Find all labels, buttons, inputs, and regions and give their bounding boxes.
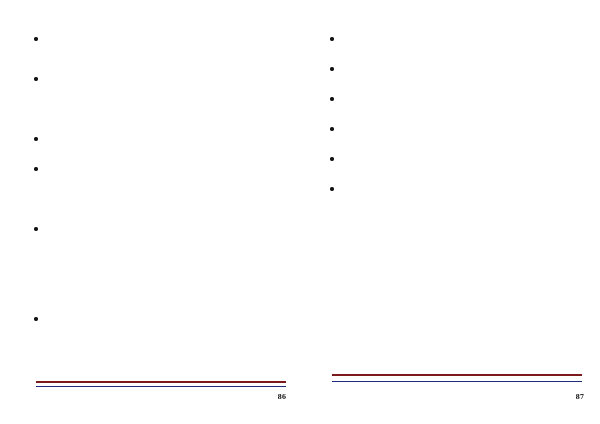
bullet-item [6, 314, 298, 354]
item-line [44, 144, 298, 154]
item-line [340, 104, 594, 114]
item-line [44, 114, 298, 124]
item-line [340, 44, 594, 54]
item-title [340, 64, 594, 74]
item-title [44, 164, 298, 174]
item-line [44, 174, 298, 184]
bullet-item [302, 184, 594, 234]
bullet-item [302, 154, 594, 174]
page-number: 86 [277, 394, 286, 401]
item-line [44, 94, 298, 104]
item-line [340, 194, 594, 204]
bullet-dot-icon [330, 67, 334, 71]
item-line [44, 204, 298, 214]
bullet-item [302, 124, 594, 144]
item-title [44, 34, 298, 44]
item-line [44, 44, 298, 54]
item-line [44, 54, 298, 64]
item-line [340, 164, 594, 174]
bullet-item [6, 34, 298, 64]
running-header [302, 11, 594, 21]
bullet-item [302, 64, 594, 84]
bullet-dot-icon [330, 37, 334, 41]
bullet-item [6, 224, 298, 304]
item-line [44, 334, 298, 344]
footer-rule-blue [36, 386, 286, 387]
item-line [44, 184, 298, 194]
item-line [340, 214, 594, 224]
bullet-item [302, 94, 594, 114]
bullet-dot-icon [34, 137, 38, 141]
page-footer [36, 393, 286, 405]
page-number: 87 [575, 394, 584, 401]
bullet-item [6, 74, 298, 124]
bullet-dot-icon [330, 97, 334, 101]
item-line [44, 284, 298, 294]
item-title [340, 94, 594, 104]
item-line [44, 244, 298, 254]
item-line [44, 344, 298, 354]
page-body [302, 34, 594, 244]
footer-rule-red [332, 374, 582, 376]
bullet-dot-icon [34, 227, 38, 231]
bullet-dot-icon [330, 157, 334, 161]
item-title [340, 184, 594, 194]
item-line [44, 84, 298, 94]
bullet-item [6, 164, 298, 214]
item-line [340, 204, 594, 214]
item-line [340, 134, 594, 144]
running-header [6, 11, 298, 21]
bullet-dot-icon [34, 167, 38, 171]
item-title [340, 124, 594, 134]
item-title [340, 34, 594, 44]
item-line [44, 104, 298, 114]
item-line [44, 264, 298, 274]
item-title [44, 224, 298, 234]
bullet-dot-icon [34, 317, 38, 321]
bullet-dot-icon [34, 77, 38, 81]
item-line [44, 294, 298, 304]
item-line [340, 224, 594, 234]
bullet-dot-icon [34, 37, 38, 41]
item-line [44, 234, 298, 244]
item-title [44, 74, 298, 84]
item-title [44, 314, 298, 324]
right-page [302, 0, 594, 424]
item-line [44, 254, 298, 264]
item-line [44, 324, 298, 334]
item-line [44, 194, 298, 204]
item-title [340, 154, 594, 164]
item-title [44, 134, 298, 144]
page-body [6, 34, 298, 364]
footer-rule-red [36, 381, 286, 383]
bullet-dot-icon [330, 187, 334, 191]
item-line [44, 274, 298, 284]
bullet-item [302, 34, 594, 54]
page-footer [332, 393, 582, 405]
item-line [340, 74, 594, 84]
bullet-dot-icon [330, 127, 334, 131]
footer-rule-blue [332, 381, 582, 382]
bullet-item [6, 134, 298, 154]
left-page [6, 0, 298, 424]
